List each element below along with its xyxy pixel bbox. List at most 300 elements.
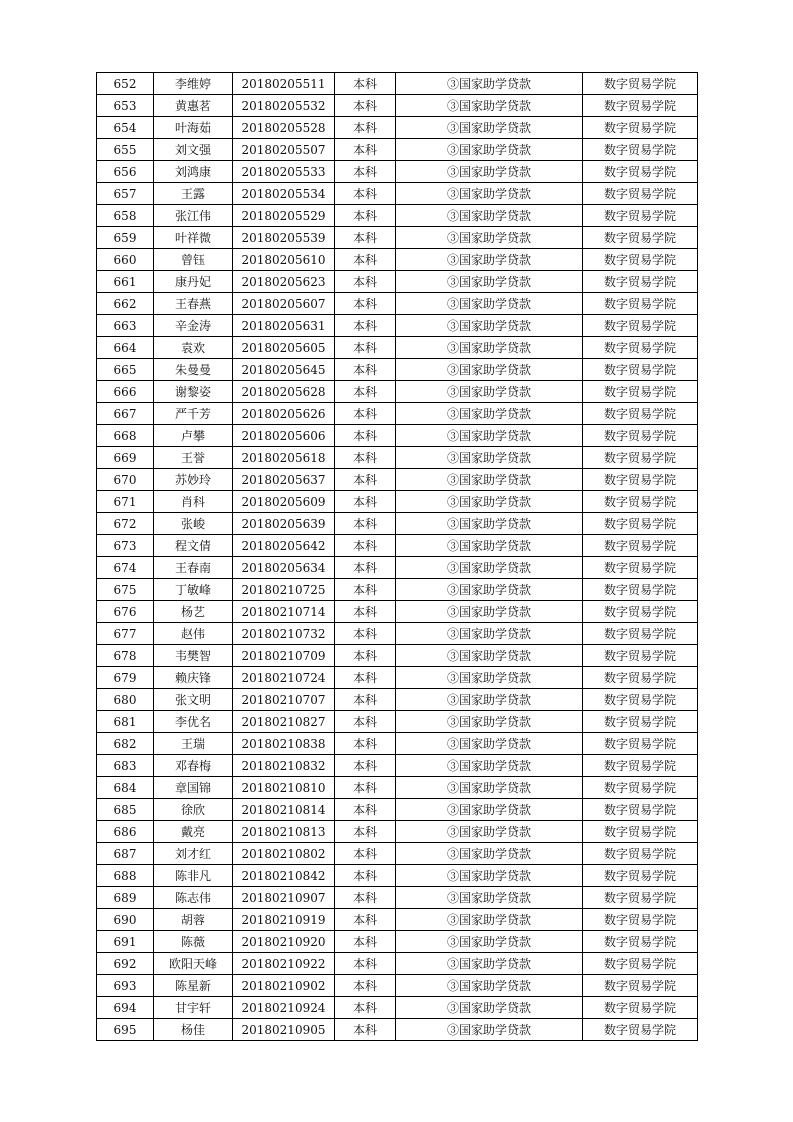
student-id-cell: 20180205623 bbox=[233, 271, 335, 293]
aid-type-cell: ③国家助学贷款 bbox=[396, 975, 583, 997]
student-name-cell: 杨佳 bbox=[154, 1019, 233, 1041]
row-number-cell: 687 bbox=[97, 843, 154, 865]
college-cell: 数字贸易学院 bbox=[583, 293, 698, 315]
student-id-cell: 20180210920 bbox=[233, 931, 335, 953]
student-name-cell: 肖科 bbox=[154, 491, 233, 513]
student-name-cell: 张文明 bbox=[154, 689, 233, 711]
student-name-cell: 王露 bbox=[154, 183, 233, 205]
education-level-cell: 本科 bbox=[335, 689, 396, 711]
aid-type-cell: ③国家助学贷款 bbox=[396, 491, 583, 513]
aid-type-cell: ③国家助学贷款 bbox=[396, 689, 583, 711]
aid-type-cell: ③国家助学贷款 bbox=[396, 337, 583, 359]
student-id-cell: 20180205645 bbox=[233, 359, 335, 381]
student-name-cell: 徐欣 bbox=[154, 799, 233, 821]
aid-type-cell: ③国家助学贷款 bbox=[396, 161, 583, 183]
college-cell: 数字贸易学院 bbox=[583, 337, 698, 359]
aid-type-cell: ③国家助学贷款 bbox=[396, 821, 583, 843]
education-level-cell: 本科 bbox=[335, 799, 396, 821]
education-level-cell: 本科 bbox=[335, 843, 396, 865]
row-number-cell: 653 bbox=[97, 95, 154, 117]
student-id-cell: 20180205534 bbox=[233, 183, 335, 205]
table-row bbox=[97, 469, 698, 491]
education-level-cell: 本科 bbox=[335, 227, 396, 249]
aid-type-cell: ③国家助学贷款 bbox=[396, 865, 583, 887]
college-cell: 数字贸易学院 bbox=[583, 645, 698, 667]
college-cell: 数字贸易学院 bbox=[583, 73, 698, 95]
table-row bbox=[97, 557, 698, 579]
student-id-cell: 20180205631 bbox=[233, 315, 335, 337]
row-number-cell: 673 bbox=[97, 535, 154, 557]
student-id-cell: 20180210838 bbox=[233, 733, 335, 755]
college-cell: 数字贸易学院 bbox=[583, 975, 698, 997]
student-id-cell: 20180210810 bbox=[233, 777, 335, 799]
table-row bbox=[97, 359, 698, 381]
row-number-cell: 654 bbox=[97, 117, 154, 139]
aid-type-cell: ③国家助学贷款 bbox=[396, 293, 583, 315]
education-level-cell: 本科 bbox=[335, 931, 396, 953]
row-number-cell: 689 bbox=[97, 887, 154, 909]
row-number-cell: 690 bbox=[97, 909, 154, 931]
row-number-cell: 681 bbox=[97, 711, 154, 733]
aid-type-cell: ③国家助学贷款 bbox=[396, 777, 583, 799]
student-name-cell: 邓春梅 bbox=[154, 755, 233, 777]
student-name-cell: 康丹妃 bbox=[154, 271, 233, 293]
row-number-cell: 682 bbox=[97, 733, 154, 755]
student-name-cell: 严千芳 bbox=[154, 403, 233, 425]
aid-type-cell: ③国家助学贷款 bbox=[396, 447, 583, 469]
table-row bbox=[97, 381, 698, 403]
college-cell: 数字贸易学院 bbox=[583, 1019, 698, 1041]
aid-type-cell: ③国家助学贷款 bbox=[396, 601, 583, 623]
student-id-cell: 20180205507 bbox=[233, 139, 335, 161]
row-number-cell: 662 bbox=[97, 293, 154, 315]
education-level-cell: 本科 bbox=[335, 271, 396, 293]
student-name-cell: 李优名 bbox=[154, 711, 233, 733]
table-row bbox=[97, 777, 698, 799]
student-name-cell: 叶祥微 bbox=[154, 227, 233, 249]
student-id-cell: 20180210707 bbox=[233, 689, 335, 711]
table-row bbox=[97, 645, 698, 667]
table-row bbox=[97, 95, 698, 117]
table-row bbox=[97, 887, 698, 909]
education-level-cell: 本科 bbox=[335, 623, 396, 645]
education-level-cell: 本科 bbox=[335, 645, 396, 667]
table-body bbox=[97, 73, 698, 1041]
student-name-cell: 卢攀 bbox=[154, 425, 233, 447]
student-id-cell: 20180205610 bbox=[233, 249, 335, 271]
education-level-cell: 本科 bbox=[335, 579, 396, 601]
aid-type-cell: ③国家助学贷款 bbox=[396, 139, 583, 161]
student-name-cell: 陈志伟 bbox=[154, 887, 233, 909]
table-row bbox=[97, 975, 698, 997]
student-name-cell: 章国锦 bbox=[154, 777, 233, 799]
row-number-cell: 670 bbox=[97, 469, 154, 491]
table-row bbox=[97, 1019, 698, 1041]
aid-type-cell: ③国家助学贷款 bbox=[396, 997, 583, 1019]
table-row bbox=[97, 161, 698, 183]
aid-type-cell: ③国家助学贷款 bbox=[396, 425, 583, 447]
aid-type-cell: ③国家助学贷款 bbox=[396, 249, 583, 271]
row-number-cell: 688 bbox=[97, 865, 154, 887]
row-number-cell: 661 bbox=[97, 271, 154, 293]
student-name-cell: 韦樊智 bbox=[154, 645, 233, 667]
row-number-cell: 657 bbox=[97, 183, 154, 205]
table-row bbox=[97, 535, 698, 557]
row-number-cell: 666 bbox=[97, 381, 154, 403]
table-row bbox=[97, 183, 698, 205]
college-cell: 数字贸易学院 bbox=[583, 821, 698, 843]
education-level-cell: 本科 bbox=[335, 601, 396, 623]
row-number-cell: 683 bbox=[97, 755, 154, 777]
student-id-cell: 20180205511 bbox=[233, 73, 335, 95]
table-row bbox=[97, 843, 698, 865]
education-level-cell: 本科 bbox=[335, 425, 396, 447]
student-loan-table bbox=[96, 72, 698, 1041]
student-name-cell: 戴亮 bbox=[154, 821, 233, 843]
student-name-cell: 辛金涛 bbox=[154, 315, 233, 337]
student-name-cell: 陈星新 bbox=[154, 975, 233, 997]
student-id-cell: 20180205628 bbox=[233, 381, 335, 403]
student-id-cell: 20180210732 bbox=[233, 623, 335, 645]
student-id-cell: 20180210714 bbox=[233, 601, 335, 623]
student-id-cell: 20180205634 bbox=[233, 557, 335, 579]
row-number-cell: 652 bbox=[97, 73, 154, 95]
education-level-cell: 本科 bbox=[335, 139, 396, 161]
row-number-cell: 695 bbox=[97, 1019, 154, 1041]
student-name-cell: 刘才红 bbox=[154, 843, 233, 865]
education-level-cell: 本科 bbox=[335, 359, 396, 381]
student-id-cell: 20180205626 bbox=[233, 403, 335, 425]
student-name-cell: 陈薇 bbox=[154, 931, 233, 953]
table-row bbox=[97, 293, 698, 315]
row-number-cell: 667 bbox=[97, 403, 154, 425]
education-level-cell: 本科 bbox=[335, 711, 396, 733]
college-cell: 数字贸易学院 bbox=[583, 403, 698, 425]
college-cell: 数字贸易学院 bbox=[583, 205, 698, 227]
row-number-cell: 656 bbox=[97, 161, 154, 183]
student-name-cell: 王春燕 bbox=[154, 293, 233, 315]
student-id-cell: 20180210813 bbox=[233, 821, 335, 843]
aid-type-cell: ③国家助学贷款 bbox=[396, 271, 583, 293]
table-row bbox=[97, 315, 698, 337]
student-name-cell: 赵伟 bbox=[154, 623, 233, 645]
education-level-cell: 本科 bbox=[335, 183, 396, 205]
education-level-cell: 本科 bbox=[335, 293, 396, 315]
student-id-cell: 20180210725 bbox=[233, 579, 335, 601]
row-number-cell: 692 bbox=[97, 953, 154, 975]
college-cell: 数字贸易学院 bbox=[583, 997, 698, 1019]
college-cell: 数字贸易学院 bbox=[583, 887, 698, 909]
student-id-cell: 20180210924 bbox=[233, 997, 335, 1019]
student-id-cell: 20180205606 bbox=[233, 425, 335, 447]
student-name-cell: 丁敏峰 bbox=[154, 579, 233, 601]
aid-type-cell: ③国家助学贷款 bbox=[396, 469, 583, 491]
table-row bbox=[97, 513, 698, 535]
college-cell: 数字贸易学院 bbox=[583, 689, 698, 711]
row-number-cell: 694 bbox=[97, 997, 154, 1019]
aid-type-cell: ③国家助学贷款 bbox=[396, 909, 583, 931]
education-level-cell: 本科 bbox=[335, 161, 396, 183]
student-id-cell: 20180210907 bbox=[233, 887, 335, 909]
college-cell: 数字贸易学院 bbox=[583, 953, 698, 975]
student-id-cell: 20180210724 bbox=[233, 667, 335, 689]
college-cell: 数字贸易学院 bbox=[583, 381, 698, 403]
education-level-cell: 本科 bbox=[335, 117, 396, 139]
education-level-cell: 本科 bbox=[335, 755, 396, 777]
table-row bbox=[97, 249, 698, 271]
row-number-cell: 693 bbox=[97, 975, 154, 997]
row-number-cell: 679 bbox=[97, 667, 154, 689]
aid-type-cell: ③国家助学贷款 bbox=[396, 953, 583, 975]
row-number-cell: 676 bbox=[97, 601, 154, 623]
education-level-cell: 本科 bbox=[335, 381, 396, 403]
education-level-cell: 本科 bbox=[335, 73, 396, 95]
college-cell: 数字贸易学院 bbox=[583, 579, 698, 601]
college-cell: 数字贸易学院 bbox=[583, 425, 698, 447]
student-id-cell: 20180205642 bbox=[233, 535, 335, 557]
table-row bbox=[97, 271, 698, 293]
table-row bbox=[97, 337, 698, 359]
row-number-cell: 685 bbox=[97, 799, 154, 821]
college-cell: 数字贸易学院 bbox=[583, 249, 698, 271]
student-name-cell: 朱曼曼 bbox=[154, 359, 233, 381]
row-number-cell: 660 bbox=[97, 249, 154, 271]
table-row bbox=[97, 865, 698, 887]
college-cell: 数字贸易学院 bbox=[583, 733, 698, 755]
aid-type-cell: ③国家助学贷款 bbox=[396, 205, 583, 227]
aid-type-cell: ③国家助学贷款 bbox=[396, 403, 583, 425]
education-level-cell: 本科 bbox=[335, 491, 396, 513]
table-row bbox=[97, 601, 698, 623]
aid-type-cell: ③国家助学贷款 bbox=[396, 513, 583, 535]
college-cell: 数字贸易学院 bbox=[583, 139, 698, 161]
table-row bbox=[97, 755, 698, 777]
college-cell: 数字贸易学院 bbox=[583, 623, 698, 645]
student-id-cell: 20180205618 bbox=[233, 447, 335, 469]
student-name-cell: 赖庆锋 bbox=[154, 667, 233, 689]
aid-type-cell: ③国家助学贷款 bbox=[396, 535, 583, 557]
college-cell: 数字贸易学院 bbox=[583, 535, 698, 557]
table-row bbox=[97, 491, 698, 513]
college-cell: 数字贸易学院 bbox=[583, 777, 698, 799]
education-level-cell: 本科 bbox=[335, 821, 396, 843]
student-name-cell: 李维婷 bbox=[154, 73, 233, 95]
student-id-cell: 20180210922 bbox=[233, 953, 335, 975]
row-number-cell: 664 bbox=[97, 337, 154, 359]
row-number-cell: 659 bbox=[97, 227, 154, 249]
student-id-cell: 20180210832 bbox=[233, 755, 335, 777]
college-cell: 数字贸易学院 bbox=[583, 513, 698, 535]
student-name-cell: 陈非凡 bbox=[154, 865, 233, 887]
student-id-cell: 20180210827 bbox=[233, 711, 335, 733]
row-number-cell: 677 bbox=[97, 623, 154, 645]
student-id-cell: 20180210842 bbox=[233, 865, 335, 887]
aid-type-cell: ③国家助学贷款 bbox=[396, 381, 583, 403]
education-level-cell: 本科 bbox=[335, 777, 396, 799]
table-row bbox=[97, 667, 698, 689]
row-number-cell: 684 bbox=[97, 777, 154, 799]
table-row bbox=[97, 733, 698, 755]
education-level-cell: 本科 bbox=[335, 865, 396, 887]
table-row bbox=[97, 139, 698, 161]
row-number-cell: 691 bbox=[97, 931, 154, 953]
student-id-cell: 20180205605 bbox=[233, 337, 335, 359]
student-id-cell: 20180205607 bbox=[233, 293, 335, 315]
student-name-cell: 刘文强 bbox=[154, 139, 233, 161]
student-name-cell: 欧阳天峰 bbox=[154, 953, 233, 975]
student-name-cell: 曾钰 bbox=[154, 249, 233, 271]
college-cell: 数字贸易学院 bbox=[583, 601, 698, 623]
row-number-cell: 655 bbox=[97, 139, 154, 161]
student-name-cell: 张江伟 bbox=[154, 205, 233, 227]
student-name-cell: 刘鸿康 bbox=[154, 161, 233, 183]
row-number-cell: 678 bbox=[97, 645, 154, 667]
college-cell: 数字贸易学院 bbox=[583, 931, 698, 953]
college-cell: 数字贸易学院 bbox=[583, 469, 698, 491]
education-level-cell: 本科 bbox=[335, 315, 396, 337]
table-row bbox=[97, 909, 698, 931]
table-row bbox=[97, 403, 698, 425]
table-row bbox=[97, 205, 698, 227]
student-id-cell: 20180205539 bbox=[233, 227, 335, 249]
education-level-cell: 本科 bbox=[335, 513, 396, 535]
college-cell: 数字贸易学院 bbox=[583, 755, 698, 777]
education-level-cell: 本科 bbox=[335, 95, 396, 117]
college-cell: 数字贸易学院 bbox=[583, 117, 698, 139]
college-cell: 数字贸易学院 bbox=[583, 271, 698, 293]
aid-type-cell: ③国家助学贷款 bbox=[396, 1019, 583, 1041]
student-name-cell: 甘宇轩 bbox=[154, 997, 233, 1019]
college-cell: 数字贸易学院 bbox=[583, 909, 698, 931]
aid-type-cell: ③国家助学贷款 bbox=[396, 227, 583, 249]
student-name-cell: 王春南 bbox=[154, 557, 233, 579]
student-name-cell: 张峻 bbox=[154, 513, 233, 535]
student-id-cell: 20180205528 bbox=[233, 117, 335, 139]
student-name-cell: 谢黎姿 bbox=[154, 381, 233, 403]
education-level-cell: 本科 bbox=[335, 887, 396, 909]
aid-type-cell: ③国家助学贷款 bbox=[396, 95, 583, 117]
student-id-cell: 20180205609 bbox=[233, 491, 335, 513]
student-name-cell: 袁欢 bbox=[154, 337, 233, 359]
college-cell: 数字贸易学院 bbox=[583, 447, 698, 469]
aid-type-cell: ③国家助学贷款 bbox=[396, 315, 583, 337]
table-row bbox=[97, 447, 698, 469]
student-name-cell: 黄惠茗 bbox=[154, 95, 233, 117]
student-name-cell: 杨艺 bbox=[154, 601, 233, 623]
education-level-cell: 本科 bbox=[335, 733, 396, 755]
aid-type-cell: ③国家助学贷款 bbox=[396, 755, 583, 777]
education-level-cell: 本科 bbox=[335, 249, 396, 271]
college-cell: 数字贸易学院 bbox=[583, 359, 698, 381]
student-name-cell: 胡蓉 bbox=[154, 909, 233, 931]
table-row bbox=[97, 799, 698, 821]
row-number-cell: 674 bbox=[97, 557, 154, 579]
student-id-cell: 20180210802 bbox=[233, 843, 335, 865]
student-id-cell: 20180210814 bbox=[233, 799, 335, 821]
student-id-cell: 20180210919 bbox=[233, 909, 335, 931]
college-cell: 数字贸易学院 bbox=[583, 95, 698, 117]
aid-type-cell: ③国家助学贷款 bbox=[396, 733, 583, 755]
row-number-cell: 686 bbox=[97, 821, 154, 843]
college-cell: 数字贸易学院 bbox=[583, 865, 698, 887]
education-level-cell: 本科 bbox=[335, 447, 396, 469]
education-level-cell: 本科 bbox=[335, 667, 396, 689]
student-id-cell: 20180210902 bbox=[233, 975, 335, 997]
education-level-cell: 本科 bbox=[335, 535, 396, 557]
aid-type-cell: ③国家助学贷款 bbox=[396, 843, 583, 865]
row-number-cell: 669 bbox=[97, 447, 154, 469]
table-row bbox=[97, 997, 698, 1019]
education-level-cell: 本科 bbox=[335, 557, 396, 579]
college-cell: 数字贸易学院 bbox=[583, 183, 698, 205]
table-row bbox=[97, 623, 698, 645]
aid-type-cell: ③国家助学贷款 bbox=[396, 645, 583, 667]
aid-type-cell: ③国家助学贷款 bbox=[396, 73, 583, 95]
aid-type-cell: ③国家助学贷款 bbox=[396, 711, 583, 733]
college-cell: 数字贸易学院 bbox=[583, 799, 698, 821]
student-id-cell: 20180205639 bbox=[233, 513, 335, 535]
college-cell: 数字贸易学院 bbox=[583, 315, 698, 337]
table-row bbox=[97, 117, 698, 139]
table-row bbox=[97, 821, 698, 843]
row-number-cell: 658 bbox=[97, 205, 154, 227]
student-id-cell: 20180210709 bbox=[233, 645, 335, 667]
student-name-cell: 苏妙玲 bbox=[154, 469, 233, 491]
college-cell: 数字贸易学院 bbox=[583, 667, 698, 689]
table-row bbox=[97, 953, 698, 975]
aid-type-cell: ③国家助学贷款 bbox=[396, 183, 583, 205]
aid-type-cell: ③国家助学贷款 bbox=[396, 359, 583, 381]
student-id-cell: 20180210905 bbox=[233, 1019, 335, 1041]
student-name-cell: 王瑞 bbox=[154, 733, 233, 755]
aid-type-cell: ③国家助学贷款 bbox=[396, 667, 583, 689]
aid-type-cell: ③国家助学贷款 bbox=[396, 557, 583, 579]
table-row bbox=[97, 689, 698, 711]
education-level-cell: 本科 bbox=[335, 997, 396, 1019]
student-id-cell: 20180205532 bbox=[233, 95, 335, 117]
table-row bbox=[97, 579, 698, 601]
education-level-cell: 本科 bbox=[335, 975, 396, 997]
college-cell: 数字贸易学院 bbox=[583, 227, 698, 249]
college-cell: 数字贸易学院 bbox=[583, 161, 698, 183]
education-level-cell: 本科 bbox=[335, 337, 396, 359]
aid-type-cell: ③国家助学贷款 bbox=[396, 931, 583, 953]
education-level-cell: 本科 bbox=[335, 909, 396, 931]
row-number-cell: 671 bbox=[97, 491, 154, 513]
table-row bbox=[97, 425, 698, 447]
row-number-cell: 675 bbox=[97, 579, 154, 601]
college-cell: 数字贸易学院 bbox=[583, 557, 698, 579]
college-cell: 数字贸易学院 bbox=[583, 843, 698, 865]
college-cell: 数字贸易学院 bbox=[583, 711, 698, 733]
table-row bbox=[97, 931, 698, 953]
table-row bbox=[97, 73, 698, 95]
table-row bbox=[97, 227, 698, 249]
education-level-cell: 本科 bbox=[335, 403, 396, 425]
education-level-cell: 本科 bbox=[335, 469, 396, 491]
student-id-cell: 20180205637 bbox=[233, 469, 335, 491]
student-name-cell: 程文倩 bbox=[154, 535, 233, 557]
student-name-cell: 王誉 bbox=[154, 447, 233, 469]
table-row bbox=[97, 711, 698, 733]
education-level-cell: 本科 bbox=[335, 1019, 396, 1041]
row-number-cell: 665 bbox=[97, 359, 154, 381]
row-number-cell: 672 bbox=[97, 513, 154, 535]
education-level-cell: 本科 bbox=[335, 205, 396, 227]
row-number-cell: 663 bbox=[97, 315, 154, 337]
aid-type-cell: ③国家助学贷款 bbox=[396, 887, 583, 909]
student-name-cell: 叶海茹 bbox=[154, 117, 233, 139]
